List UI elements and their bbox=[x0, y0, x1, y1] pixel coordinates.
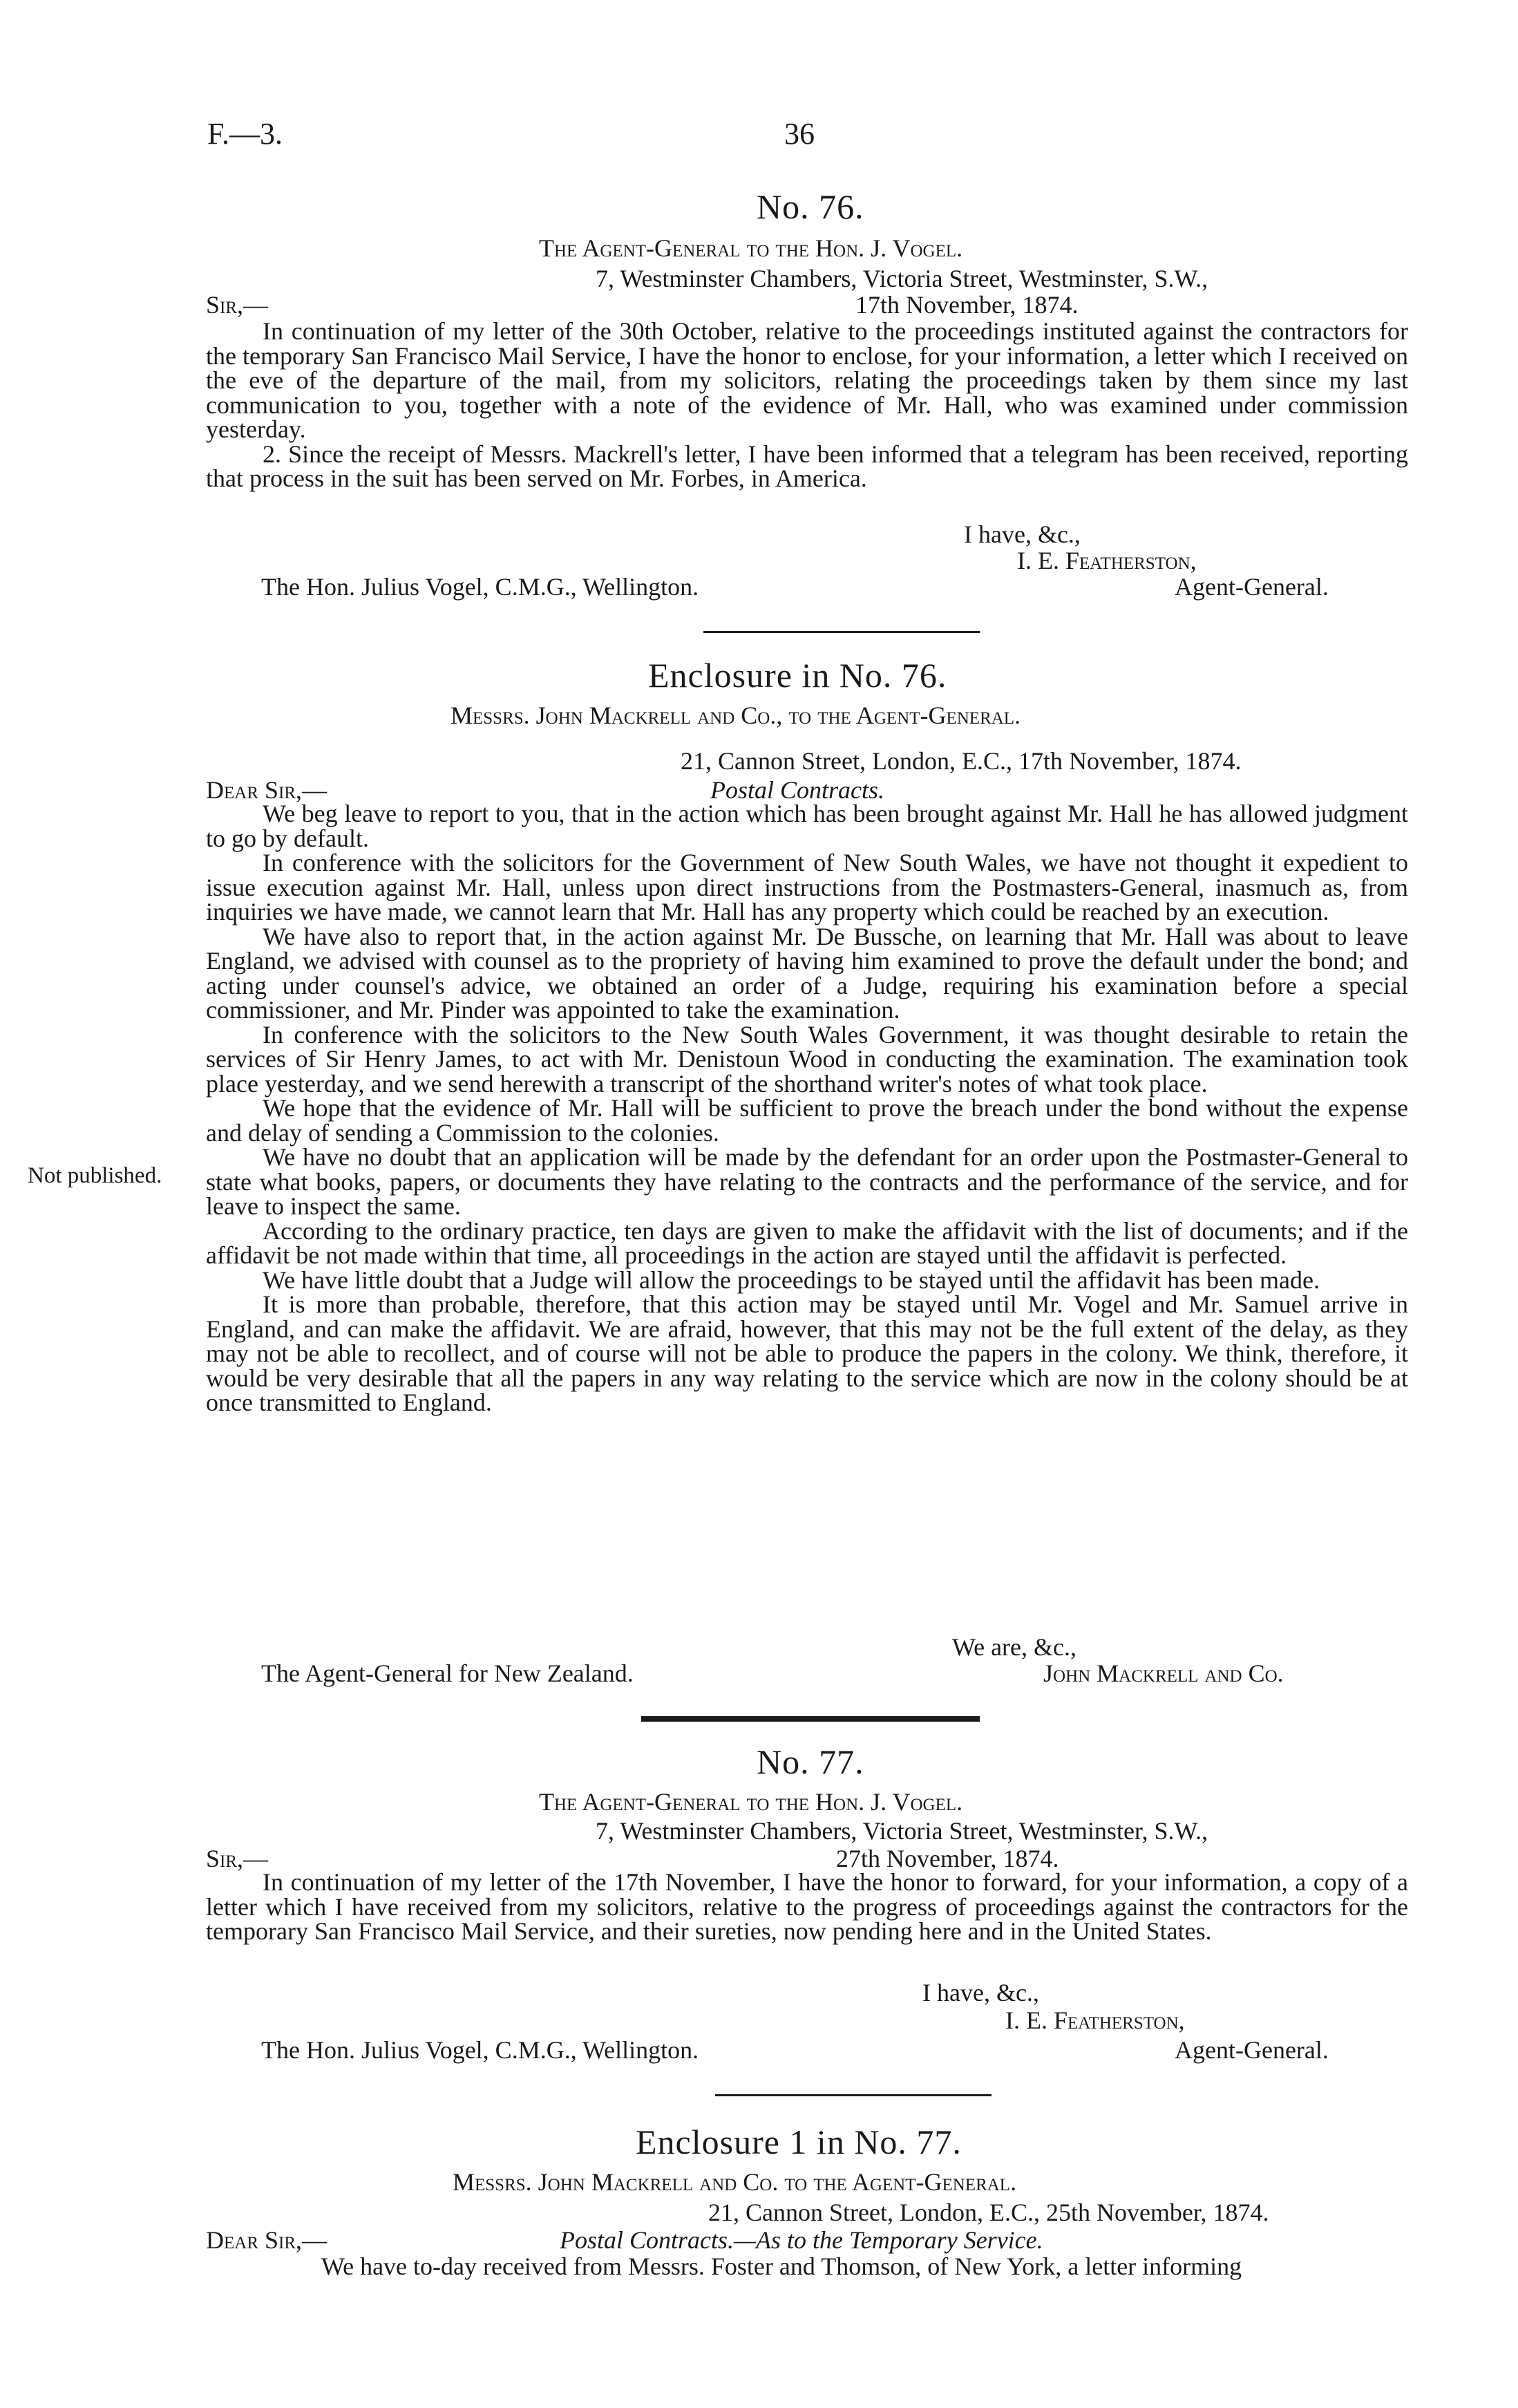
letter-77-closing: I have, &c., bbox=[922, 1979, 1039, 2006]
paragraph: In continuation of my letter of the 17th November, I have the honor to forward, for your information, a copy of a letter which I have received from my solicitors, relative to the progress of proceedings against the contractors for the temporary San Francisco Mail Service, and their sureties, now pending here and in the United States. bbox=[206, 1868, 1408, 1945]
enclosure-77-address-date: 21, Cannon Street, London, E.C., 25th November, 1874. bbox=[708, 2199, 1269, 2226]
letter-77-body bbox=[206, 1870, 1408, 1944]
paragraph: We have also to report that, in the action against Mr. De Bussche, on learning that Mr. Hall was about to leave England, we advised with counsel as to the propriety of having him examined to prove the default under the bond; and acting under counsel's advice, we obtained an order of a Judge, requiring his examination before a special commissioner, and Mr. Pinder was appointed to take the examination. bbox=[206, 922, 1408, 1024]
paragraph: 2. Since the receipt of Messrs. Mackrell's letter, I have been informed that a telegram has been received, reporting that process in the suit has been served on Mr. Forbes, in America. bbox=[206, 440, 1408, 492]
letter-77-from-to: The Agent-General to the Hon. J. Vogel. bbox=[539, 1788, 963, 1816]
enclosure-76-title: Enclosure in No. 76. bbox=[648, 656, 947, 695]
enclosure-76-body bbox=[206, 802, 1408, 1415]
page-number: 36 bbox=[784, 117, 815, 151]
paragraph: We beg leave to report to you, that in the action which has been brought against Mr. Hall he has allowed judgment to go by default. bbox=[206, 800, 1408, 852]
paragraph: In conference with the solicitors for the Government of New South Wales, we have not thought it expedient to issue execution against Mr. Hall, unless upon direct instructions from the Postmasters-General, inasmuch as, from inquiries we have made, we cannot learn that Mr. Hall has any property which could be reached by an execution. bbox=[206, 849, 1408, 925]
enclosure-77-subject: Postal Contracts.—As to the Temporary Service. bbox=[560, 2226, 1043, 2254]
letter-77-title: No. 77. bbox=[757, 1742, 864, 1781]
paragraph: It is more than probable, therefore, that this action may be stayed until Mr. Vogel and Mr. Samuel arrive in England, and can make the affidavit. We are afraid, however, that this may not be the full extent of the delay, as they may not be able to recollect, and of course will not be able to produce the papers in the colony. We think, therefore, it would be very desirable that all the papers in any way relating to the service which are now in the colony should be at once transmitted to England. bbox=[206, 1290, 1408, 1416]
doc-reference: F.—3. bbox=[207, 117, 283, 151]
section-divider-heavy bbox=[641, 1716, 980, 1722]
enclosure-77-from-to: Messrs. John Mackrell and Co. to the Agent-General. bbox=[453, 2168, 1017, 2196]
letter-76-addressee: The Hon. Julius Vogel, C.M.G., Wellington. bbox=[261, 573, 699, 601]
letter-77-address: 7, Westminster Chambers, Victoria Street, Westminster, S.W., bbox=[596, 1817, 1208, 1845]
letter-76-title: No. 76. bbox=[757, 187, 864, 226]
letter-76-body bbox=[206, 319, 1408, 491]
enclosure-76-salutation: Dear Sir,— bbox=[206, 776, 328, 804]
enclosure-76-from-to: Messrs. John Mackrell and Co., to the Agent-General. bbox=[450, 702, 1021, 729]
letter-76-address: 7, Westminster Chambers, Victoria Street, Westminster, S.W., bbox=[596, 265, 1208, 292]
margin-note: Not published. bbox=[28, 1163, 162, 1188]
enclosure-76-signatory: John Mackrell and Co. bbox=[1043, 1659, 1284, 1687]
paragraph: We have no doubt that an application will be made by the defendant for an order upon the Postmaster-General to state what books, papers, or documents they have relating to the contracts and the performance of the service, and for leave to inspect the same. bbox=[206, 1143, 1408, 1220]
letter-76-closing: I have, &c., bbox=[964, 520, 1081, 548]
enclosure-76-closing: We are, &c., bbox=[952, 1633, 1076, 1661]
enclosure-77-salutation: Dear Sir,— bbox=[206, 2226, 328, 2254]
letter-76-signatory: I. E. Featherston, bbox=[1017, 547, 1197, 574]
enclosure-77-first-line: We have to-day received from Messrs. Foster and Thomson, of New York, a letter informing bbox=[321, 2252, 1242, 2280]
letter-76-salutation: Sir,— bbox=[206, 291, 269, 319]
section-divider bbox=[703, 631, 980, 633]
letter-76-signatory-title: Agent-General. bbox=[1175, 573, 1329, 601]
section-divider bbox=[715, 2094, 992, 2096]
letter-76-from-to: The Agent-General to the Hon. J. Vogel. bbox=[539, 234, 963, 262]
paragraph: We have little doubt that a Judge will allow the proceedings to be stayed until the affidavit has been made. bbox=[263, 1266, 1320, 1294]
paragraph: We hope that the evidence of Mr. Hall will be sufficient to prove the breach under the bond without the expense and delay of sending a Commission to the colonies. bbox=[206, 1094, 1408, 1147]
enclosure-76-subject: Postal Contracts. bbox=[710, 776, 885, 804]
paragraph: In continuation of my letter of the 30th October, relative to the proceedings instituted against the contractors for the temporary San Francisco Mail Service, I have the honor to enclose, for your information, a letter which I received on the eve of the departure of the mail, from my solicitors, relating the proceedings taken by them since my last communication to you, together with a note of the evidence of Mr. Hall, who was examined under commission yesterday. bbox=[206, 317, 1408, 443]
letter-77-addressee: The Hon. Julius Vogel, C.M.G., Wellington. bbox=[261, 2036, 699, 2064]
enclosure-76-address-date: 21, Cannon Street, London, E.C., 17th November, 1874. bbox=[681, 747, 1242, 775]
letter-77-date: 27th November, 1874. bbox=[836, 1845, 1059, 1872]
paragraph: According to the ordinary practice, ten days are given to make the affidavit with the list of documents; and if the affidavit be not made within that time, all proceedings in the action are stayed until the affidavit is perfected. bbox=[206, 1216, 1408, 1269]
paragraph: In conference with the solicitors to the New South Wales Government, it was thought desirable to retain the services of Sir Henry James, to act with Mr. Denistoun Wood in conducting the examination. The examination took place yesterday, and we send herewith a transcript of the shorthand writer's notes of what took place. bbox=[206, 1020, 1408, 1098]
letter-77-signatory-title: Agent-General. bbox=[1175, 2036, 1329, 2064]
enclosure-77-title: Enclosure 1 in No. 77. bbox=[636, 2123, 962, 2161]
enclosure-76-addressee: The Agent-General for New Zealand. bbox=[261, 1659, 634, 1687]
letter-76-date: 17th November, 1874. bbox=[855, 291, 1079, 319]
letter-77-salutation: Sir,— bbox=[206, 1845, 269, 1872]
letter-77-signatory: I. E. Featherston, bbox=[1005, 2006, 1185, 2034]
